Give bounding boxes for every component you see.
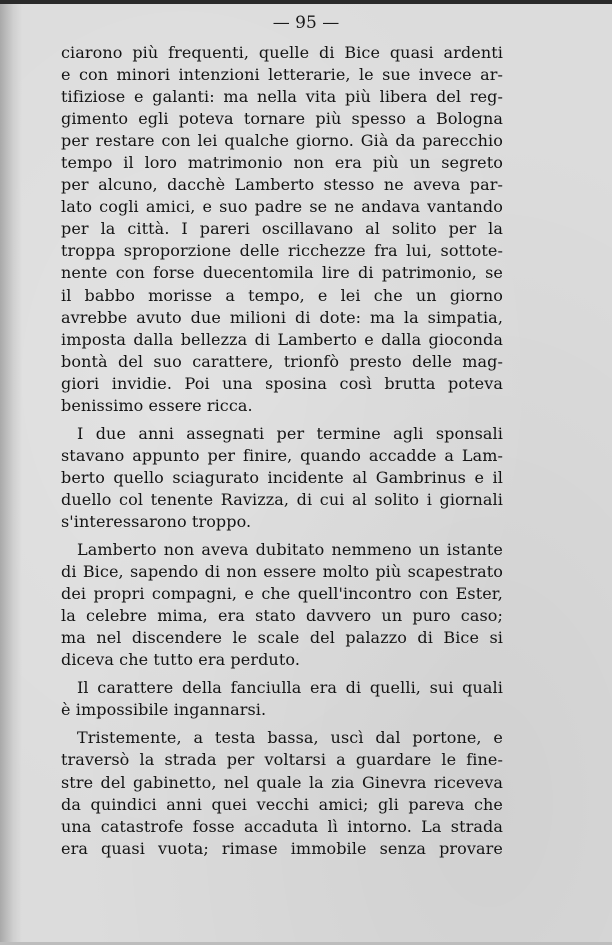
text-line: per alcuno, dacchè Lamberto stesso ne aveva par- [61, 175, 503, 195]
text-line: avrebbe avuto due milioni di dote: ma la simpatia, [61, 307, 503, 327]
text-line: stavano appunto per finire, quando accadde a Lam- [61, 445, 503, 465]
text-line: il babbo morisse a tempo, e lei che un giorno [61, 285, 503, 305]
page-number: — 95 — [272, 13, 340, 33]
text-line: la celebre mima, era stato davvero un puro caso; [61, 606, 503, 626]
text-line: una catastrofe fosse accaduta lì intorno. La strada [61, 816, 503, 836]
text-line: per restare con lei qualche giorno. Già da parecchio [61, 131, 503, 151]
text-line: per la città. I pareri oscillavano al solito per la [61, 219, 503, 239]
text-line: I due anni assegnati per termine agli sponsali [77, 423, 503, 443]
text-line: troppa sproporzione delle ricchezze fra lui, sottote- [61, 241, 503, 261]
text-line: benissimo essere ricca. [61, 395, 253, 415]
body-text [61, 42, 503, 860]
text-line: bontà del suo carattere, trionfò presto delle mag- [61, 351, 503, 371]
text-line: nente con forse duecentomila lire di patrimonio, se [61, 263, 503, 283]
text-line: traversò la strada per voltarsi a guardare le fine- [61, 750, 503, 770]
text-line: stre del gabinetto, nel quale la zia Ginevra riceveva [61, 772, 503, 792]
text-line: s'interessarono troppo. [61, 511, 252, 531]
text-line: e con minori intenzioni letterarie, le sue invece ar- [61, 65, 503, 85]
text-line: è impossibile ingannarsi. [61, 700, 267, 720]
text-line: Lamberto non aveva dubitato nemmeno un istante [77, 540, 503, 560]
top-edge [0, 0, 612, 4]
text-line: Tristemente, a testa bassa, uscì dal portone, e [77, 728, 503, 748]
text-line: lato cogli amici, e suo padre se ne andava vantando [61, 197, 503, 217]
text-line: berto quello sciagurato incidente al Gambrinus e il [61, 467, 503, 487]
text-line: gimento egli poteva tornare più spesso a Bologna [61, 109, 503, 129]
paragraph [61, 539, 503, 671]
text-line: Il carattere della fanciulla era di quelli, sui quali [77, 678, 503, 698]
text-line: di Bice, sapendo di non essere molto più scapestrato [61, 562, 503, 582]
text-line: da quindici anni quei vecchi amici; gli pareva che [61, 794, 503, 814]
text-line: ma nel discendere le scale del palazzo di Bice si [61, 628, 503, 648]
text-line: giori invidie. Poi una sposina così brutta poteva [61, 373, 503, 393]
binding-shadow [0, 0, 22, 945]
text-line: era quasi vuota; rimase immobile senza provare [61, 838, 503, 858]
paragraph [61, 677, 503, 721]
text-line: dei propri compagni, e che quell'incontro con Ester, [61, 584, 503, 604]
text-line: ciarono più frequenti, quelle di Bice quasi ardenti [61, 43, 503, 62]
text-line: tempo il loro matrimonio non era più un segreto [61, 153, 503, 173]
text-line: imposta dalla bellezza di Lamberto e dalla gioconda [61, 329, 503, 349]
text-line: diceva che tutto era perduto. [61, 650, 301, 670]
text-line: tifiziose e galanti: ma nella vita più libera del reg- [61, 87, 503, 107]
paragraph [61, 727, 503, 859]
text-line: duello col tenente Ravizza, di cui al solito i giornali [61, 489, 503, 509]
paragraph [61, 423, 503, 533]
paragraph [61, 42, 503, 417]
